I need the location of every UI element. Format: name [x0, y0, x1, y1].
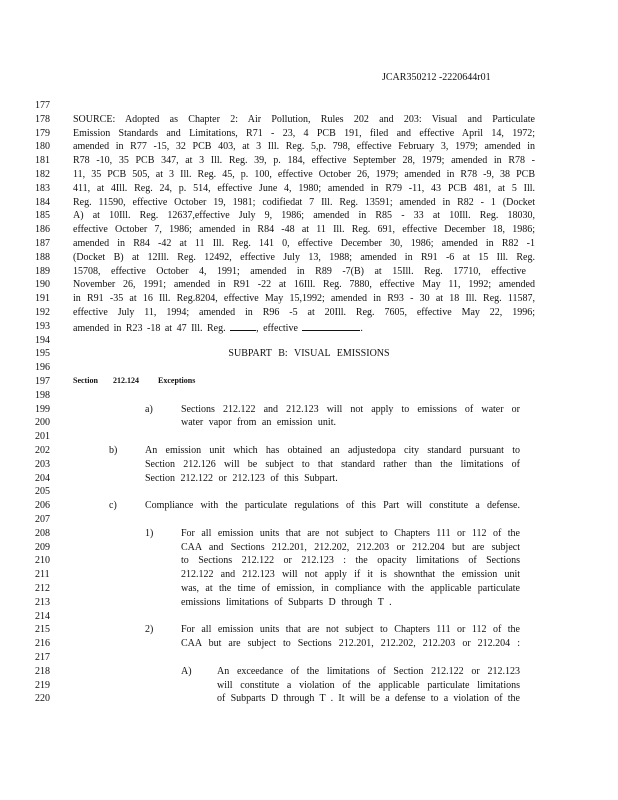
line-number: 204	[35, 472, 50, 484]
line-number: 184	[35, 196, 50, 208]
document-line	[0, 514, 618, 528]
document-line	[0, 183, 618, 197]
document-line	[0, 611, 618, 625]
document-id-header: JCAR350212 -2220644r01	[382, 72, 491, 83]
line-text: Reg. 11590, effective October 19, 1981; codifiedat 7 Ill. Reg. 13591; amended in R82 - 1 (Docket	[73, 196, 535, 208]
document-line	[0, 321, 618, 335]
line-number: 211	[35, 569, 50, 581]
line-text: Section 212.122 or 212.123 of this Subpart.	[145, 472, 338, 484]
document-line	[0, 528, 618, 542]
line-number: 199	[35, 403, 50, 415]
subpart-heading: SUBPART B: VISUAL EMISSIONS	[228, 348, 390, 360]
line-number: 215	[35, 624, 50, 636]
item-label: a)	[145, 403, 153, 415]
item-label: 2)	[145, 624, 154, 636]
document-line	[0, 169, 618, 183]
line-text: to Sections 212.122 or 212.123 : the opacity limitations of Sections	[181, 555, 520, 567]
document-line	[0, 680, 618, 694]
section-label: Section	[73, 376, 98, 385]
line-text: amended in R23 -18 at 47 Ill. Reg. , effective .	[73, 322, 363, 334]
document-line	[0, 555, 618, 569]
document-line	[0, 362, 618, 376]
line-text: Sections 212.122 and 212.123 will not apply to emissions of water or	[181, 403, 520, 415]
line-text: Emission Standards and Limitations, R71 - 23, 4 PCB 191, filed and effective April 14, 1972;	[73, 127, 535, 139]
document-line	[0, 210, 618, 224]
document-line	[0, 252, 618, 266]
document-line	[0, 279, 618, 293]
document-line	[0, 348, 618, 362]
document-line	[0, 141, 618, 155]
document-line	[0, 459, 618, 473]
line-number: 177	[35, 100, 50, 111]
line-number: 213	[35, 596, 50, 608]
line-text: will constitute a violation of the applicable particulate limitations	[217, 679, 520, 691]
line-text: amended in R84 -42 at 11 Ill. Reg. 141 0, effective December 30, 1986; amended in R82 -1	[73, 238, 535, 249]
line-number: 220	[35, 693, 50, 705]
line-text: CAA and Sections 212.201, 212.202, 212.203 or 212.204 but are subject	[181, 541, 520, 553]
line-text: Section 212.126 will be subject to that standard rather than the limitations of	[145, 458, 520, 470]
document-line	[0, 155, 618, 169]
document-line	[0, 114, 618, 128]
line-text: emissions limitations of Subparts D through T .	[181, 596, 392, 608]
line-text: R78 -10, 35 PCB 347, at 3 Ill. Reg. 39, p. 184, effective September 28, 1979; amended in R78 -	[73, 155, 535, 167]
line-text: of Subparts D through T . It will be a defense to a violation of the	[217, 693, 520, 705]
line-number: 205	[35, 486, 50, 498]
line-text: 15708, effective October 4, 1991; amended in R89 -7(B) at 15Ill. Reg. 17710, effective	[73, 265, 526, 277]
document-line	[0, 390, 618, 404]
line-number: 186	[35, 224, 50, 236]
document-line	[0, 224, 618, 238]
line-number: 212	[35, 583, 50, 594]
blank-underline	[302, 321, 360, 331]
document-line	[0, 335, 618, 349]
document-line	[0, 431, 618, 445]
line-number: 200	[35, 417, 50, 429]
document-line	[0, 100, 618, 114]
line-number: 178	[35, 113, 50, 125]
line-number: 207	[35, 514, 50, 525]
line-text: amended in R77 -15, 32 PCB 403, at 3 Ill. Reg. 5,p. 798, effective February 3, 1979; amended in	[73, 141, 535, 153]
line-number: 209	[35, 541, 50, 553]
line-number: 181	[35, 155, 50, 167]
line-number: 195	[35, 348, 50, 360]
line-number: 187	[35, 238, 50, 249]
line-number: 188	[35, 251, 50, 263]
document-line	[0, 238, 618, 252]
document-line	[0, 486, 618, 500]
document-line	[0, 569, 618, 583]
document-line	[0, 376, 618, 390]
line-number: 191	[35, 293, 50, 305]
document-line	[0, 583, 618, 597]
line-number: 183	[35, 182, 50, 194]
line-text: Compliance with the particulate regulations of this Part will constitute a defense.	[145, 500, 520, 512]
line-number: 203	[35, 458, 50, 470]
document-line	[0, 197, 618, 211]
document-line	[0, 638, 618, 652]
line-text: (Docket B) at 12Ill. Reg. 12492, effective July 13, 1988; amended in R91 -6 at 15 Ill. Reg.	[73, 251, 535, 263]
line-number: 180	[35, 141, 50, 153]
line-text: For all emission units that are not subject to Chapters 111 or 112 of the	[181, 527, 520, 539]
document-line	[0, 666, 618, 680]
line-text: CAA but are subject to Sections 212.201, 212.202, 212.203 or 212.204 :	[181, 638, 520, 650]
document-line	[0, 266, 618, 280]
document-line	[0, 693, 618, 707]
line-text: in R91 -35 at 16 Ill. Reg.8204, effective May 15,1992; amended in R93 - 30 at 18 Ill. Reg. 11587,	[73, 293, 535, 305]
item-label: A)	[181, 665, 192, 677]
document-line	[0, 128, 618, 142]
line-number: 219	[35, 679, 50, 691]
line-text: 212.122 and 212.123 will not apply if it is shownthat the emission unit	[181, 569, 520, 581]
line-number: 179	[35, 127, 50, 139]
document-line	[0, 417, 618, 431]
line-number: 210	[35, 555, 50, 567]
blank-underline	[230, 321, 256, 331]
line-number: 196	[35, 362, 50, 374]
line-text: November 26, 1991; amended in R91 -22 at 16Ill. Reg. 7880, effective May 11, 1992; amended	[73, 279, 535, 291]
line-number: 189	[35, 265, 50, 277]
line-number: 192	[35, 307, 50, 318]
line-number: 185	[35, 210, 50, 222]
line-text: effective October 7, 1986; amended in R84 -48 at 11 Ill. Reg. 691, effective December 18, 1986;	[73, 224, 535, 236]
line-text: 11, 35 PCB 505, at 3 Ill. Reg. 45, p. 100, effective October 26, 1979; amended in R78 -9, 38 PCB	[73, 169, 535, 180]
line-text: water vapor from an emission unit.	[181, 417, 336, 429]
line-number: 206	[35, 500, 50, 512]
line-number: 190	[35, 279, 50, 291]
line-number: 217	[35, 652, 50, 663]
line-number: 202	[35, 445, 50, 456]
line-text: A) at 10Ill. Reg. 12637,effective July 9, 1986; amended in R85 - 33 at 10Ill. Reg. 18030,	[73, 210, 535, 222]
document-line	[0, 473, 618, 487]
line-number: 193	[35, 320, 50, 332]
line-number: 218	[35, 665, 50, 677]
line-number: 208	[35, 527, 50, 539]
document-line	[0, 307, 618, 321]
line-number: 182	[35, 169, 50, 180]
item-label: b)	[109, 445, 118, 456]
section-title: Exceptions	[158, 376, 196, 385]
line-text: SOURCE: Adopted as Chapter 2: Air Pollution, Rules 202 and 203: Visual and Particulate	[73, 113, 535, 125]
document-line	[0, 445, 618, 459]
line-number: 201	[35, 431, 50, 443]
document-line	[0, 500, 618, 514]
item-label: c)	[109, 500, 117, 512]
line-number: 198	[35, 389, 50, 401]
document-line	[0, 597, 618, 611]
line-text: For all emission units that are not subject to Chapters 111 or 112 of the	[181, 624, 520, 636]
document-line	[0, 624, 618, 638]
item-label: 1)	[145, 527, 154, 539]
document-line	[0, 542, 618, 556]
line-text: was, at the time of emission, in compliance with the applicable particulate	[181, 583, 520, 594]
line-number: 194	[35, 334, 50, 346]
line-text: effective July 11, 1994; amended in R96 -5 at 20Ill. Reg. 7605, effective May 22, 1996;	[73, 307, 535, 318]
document-line	[0, 293, 618, 307]
line-text: 411, at 4Ill. Reg. 24, p. 514, effective June 4, 1980; amended in R79 -11, 43 PCB 481, at 5 Ill.	[73, 182, 535, 194]
line-number: 216	[35, 638, 50, 650]
line-number: 214	[35, 610, 50, 622]
section-number: 212.124	[113, 376, 139, 385]
document-line	[0, 652, 618, 666]
line-text: An exceedance of the limitations of Section 212.122 or 212.123	[217, 665, 520, 677]
line-number: 197	[35, 376, 50, 387]
document-line	[0, 404, 618, 418]
line-text: An emission unit which has obtained an adjustedopa city standard pursuant to	[145, 445, 520, 456]
